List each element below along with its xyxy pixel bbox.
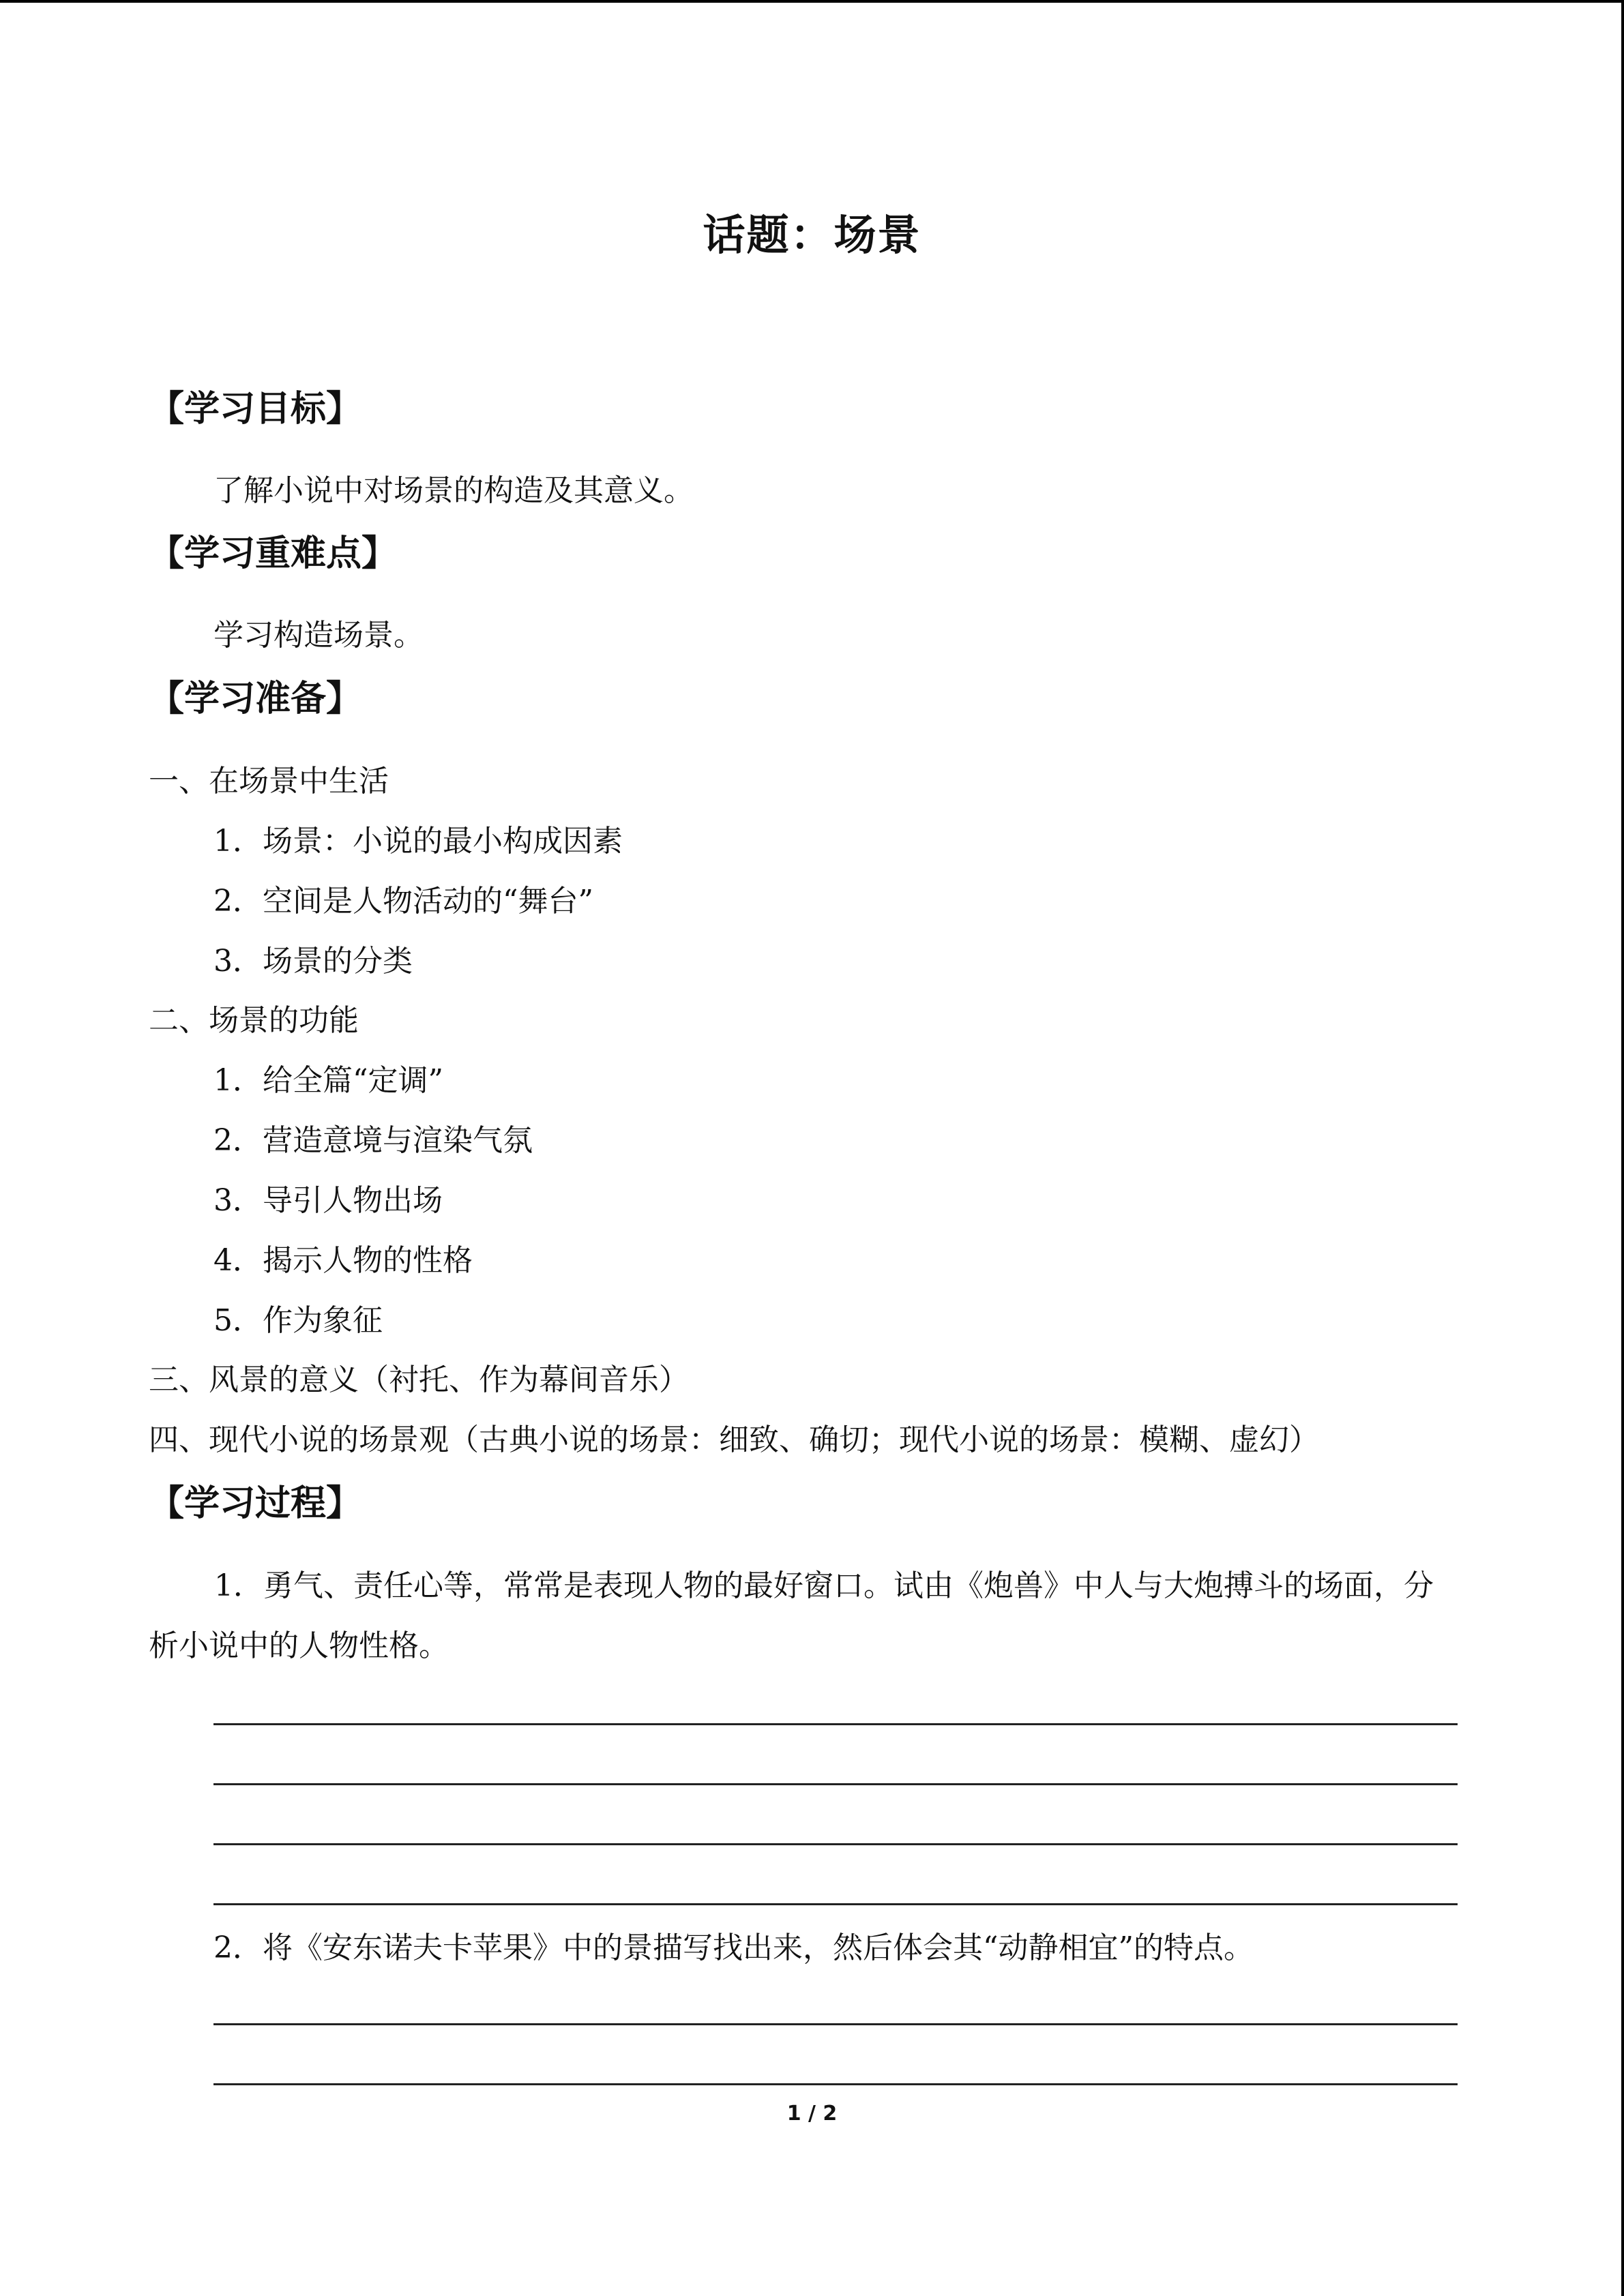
answer-line xyxy=(213,2083,1458,2085)
page-number: 1 / 2 xyxy=(786,2102,838,2126)
objective-text: 了解小说中对场景的构造及其意义。 xyxy=(213,473,694,508)
preparation-heading: 【学习准备】 xyxy=(149,679,362,719)
key-points-text: 学习构造场景。 xyxy=(213,618,424,653)
preparation-section-1: 一、在场景中生活 xyxy=(149,764,389,799)
list-item: 1．给全篇“定调” xyxy=(213,1063,443,1098)
process-heading: 【学习过程】 xyxy=(149,1483,362,1524)
question-1: 1．勇气、责任心等，常常是表现人物的最好窗口。试由《炮兽》中人与大炮搏斗的场面，分析小说中的人物性格。 xyxy=(149,1568,1434,1663)
page-top-border xyxy=(0,0,1624,3)
answer-line xyxy=(213,1843,1458,1845)
preparation-section-4: 四、现代小说的场景观（古典小说的场景：细致、确切；现代小说的场景：模糊、虚幻） xyxy=(149,1422,1319,1457)
page-title: 话题：场景 xyxy=(703,210,921,260)
list-item: 4．揭示人物的性格 xyxy=(213,1243,473,1278)
answer-line xyxy=(213,1903,1458,1905)
list-item: 1．场景：小说的最小构成因素 xyxy=(213,824,623,859)
key-points-heading: 【学习重难点】 xyxy=(149,533,398,574)
preparation-section-2: 二、场景的功能 xyxy=(149,1003,359,1038)
preparation-section-3: 三、风景的意义（衬托、作为幕间音乐） xyxy=(149,1362,689,1397)
list-item: 3．导引人物出场 xyxy=(213,1183,443,1218)
list-item: 3．场景的分类 xyxy=(213,944,413,979)
question-2: 2．将《安东诺夫卡苹果》中的景描写找出来，然后体会其“动静相宜”的特点。 xyxy=(213,1930,1254,1965)
objective-heading: 【学习目标】 xyxy=(149,389,362,430)
page-right-border xyxy=(1621,0,1624,2296)
list-item: 2．营造意境与渲染气氛 xyxy=(213,1123,533,1158)
answer-line xyxy=(213,1723,1458,1725)
list-item: 2．空间是人物活动的“舞台” xyxy=(213,884,593,919)
answer-line xyxy=(213,2023,1458,2025)
list-item: 5．作为象征 xyxy=(213,1303,383,1338)
answer-line xyxy=(213,1783,1458,1785)
